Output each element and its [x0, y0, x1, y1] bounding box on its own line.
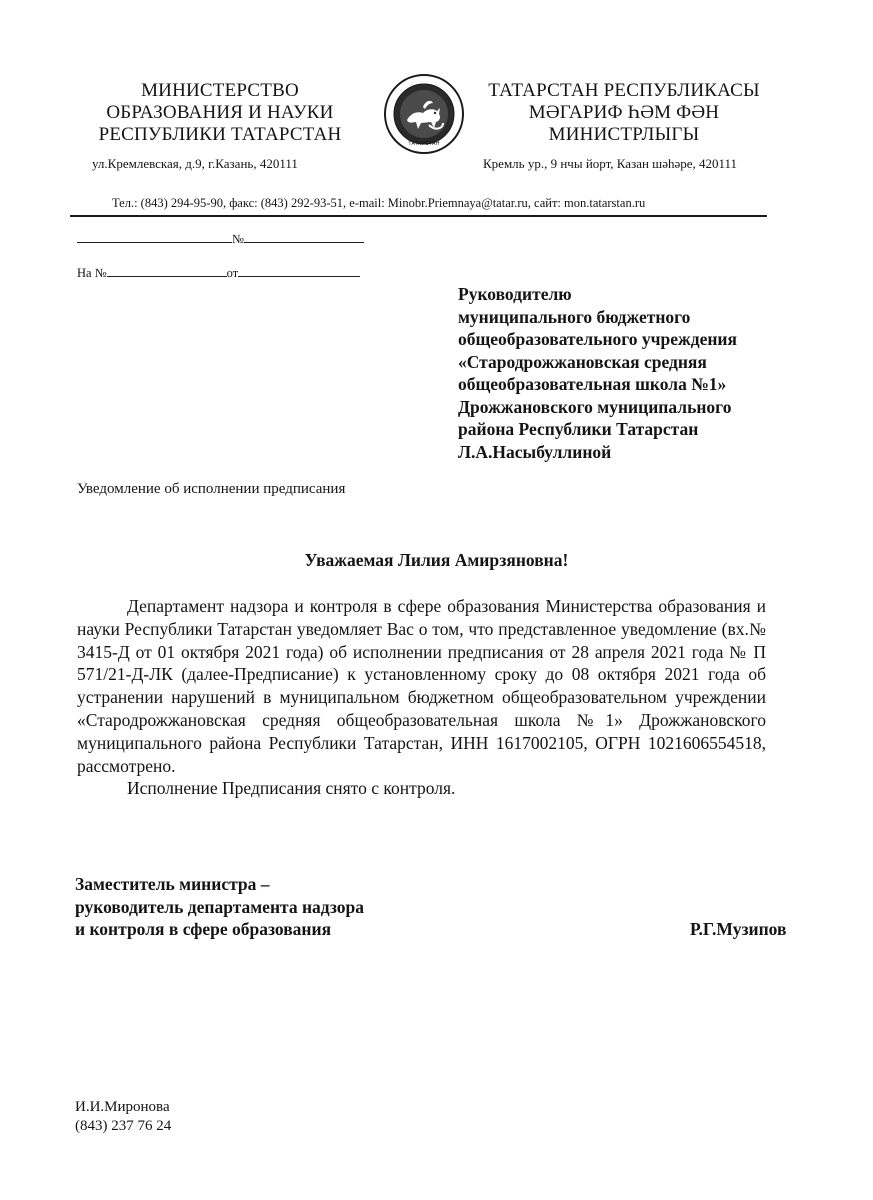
- letter-body: [77, 595, 766, 800]
- header-divider: [70, 215, 767, 217]
- addressee-line: муниципального бюджетного: [458, 306, 691, 327]
- emblem-label: ТАТАРСТАН: [408, 141, 440, 147]
- ministry-name-tt-line-1: ТАТАРСТАН РЕСПУБЛИКАСЫ: [488, 80, 760, 101]
- reference-number: [77, 263, 360, 281]
- addressee-line: Л.А.Насыбуллиной: [458, 441, 612, 462]
- body-paragraph-1: Департамент надзора и контроля в сфере образования Министерства образования и науки Республики Татарстан уведомляет Вас о том, что представленное уведомление (вх.№ 3415-Д от 01 октября 2021 года) об исполнении предписания от 28 апреля 2021 года № П 571/21-Д-ЛК (далее-Предписание) к установленному сроку до 08 октября 2021 года об устранении нарушений в муниципальном бюджетном общеобразовательном учреждении «Стародрожжановская средняя общеобразовательная школа №1» Дрожжановского муниципального района Республики Татарстан, ИНН 1617002105, ОГРН 1021606554518, рассмотрено.: [77, 596, 766, 776]
- addressee-line: Дрожжановского муниципального: [458, 396, 732, 417]
- ministry-name-tt-line-3: МИНИСТРЛЫГЫ: [548, 124, 700, 145]
- signatory-line: и контроля в сфере образования: [75, 919, 332, 939]
- emblem: [383, 73, 465, 155]
- ref-date-blank: [238, 263, 360, 277]
- outgoing-number-blank: [244, 229, 364, 243]
- addressee-line: района Республики Татарстан: [458, 419, 699, 439]
- addressee-block: [458, 283, 737, 463]
- signatory-line: Заместитель министра –: [75, 874, 270, 894]
- address-ru: ул.Кремлевская, д.9, г.Казань, 420111: [92, 156, 298, 171]
- addressee-line: общеобразовательного учреждения: [458, 329, 737, 349]
- ministry-name-tt: [478, 80, 770, 146]
- from-label: от: [226, 266, 239, 280]
- signatory-line: руководитель департамента надзора: [75, 896, 365, 917]
- contacts-line: Тел.: (843) 294-95-90, факс: (843) 292-93-51, e-mail: Minobr.Priemnaya@tatar.ru, сайт: mon.tatarstan.ru: [112, 196, 646, 210]
- ministry-name-ru-line-1: МИНИСТЕРСТВО: [141, 80, 299, 101]
- salutation: Уважаемая Лилия Амирзяновна!: [304, 550, 569, 570]
- address-tt: Кремль ур., 9 нчы йорт, Казан шәһәре, 420111: [483, 156, 738, 171]
- ministry-name-ru: [70, 80, 370, 146]
- body-paragraph-2: Исполнение Предписания снято с контроля.: [127, 778, 456, 799]
- ref-label: На №: [77, 266, 107, 280]
- ministry-name-tt-line-2: МӘГАРИФ ҺӘМ ФӘН: [528, 102, 720, 123]
- signatory-name: Р.Г.Музипов: [690, 919, 787, 939]
- number-label: №: [232, 232, 244, 246]
- signatory-position: [75, 873, 364, 941]
- outgoing-date-blank: [77, 229, 232, 243]
- executor-name: И.И.Миронова: [75, 1099, 170, 1115]
- addressee-line: Руководителю: [458, 284, 572, 304]
- addressee-line: общеобразовательная школа №1»: [458, 374, 727, 394]
- subject-line: Уведомление об исполнении предписания: [77, 481, 346, 497]
- ministry-name-ru-line-2: ОБРАЗОВАНИЯ И НАУКИ: [106, 102, 334, 123]
- ministry-name-ru-line-3: РЕСПУБЛИКИ ТАТАРСТАН: [98, 124, 342, 145]
- executor-block: [75, 1098, 171, 1136]
- outgoing-number: [77, 229, 364, 247]
- ref-number-blank: [107, 263, 227, 277]
- addressee-line: «Стародрожжановская средняя: [458, 351, 707, 372]
- executor-phone: (843) 237 76 24: [75, 1118, 172, 1134]
